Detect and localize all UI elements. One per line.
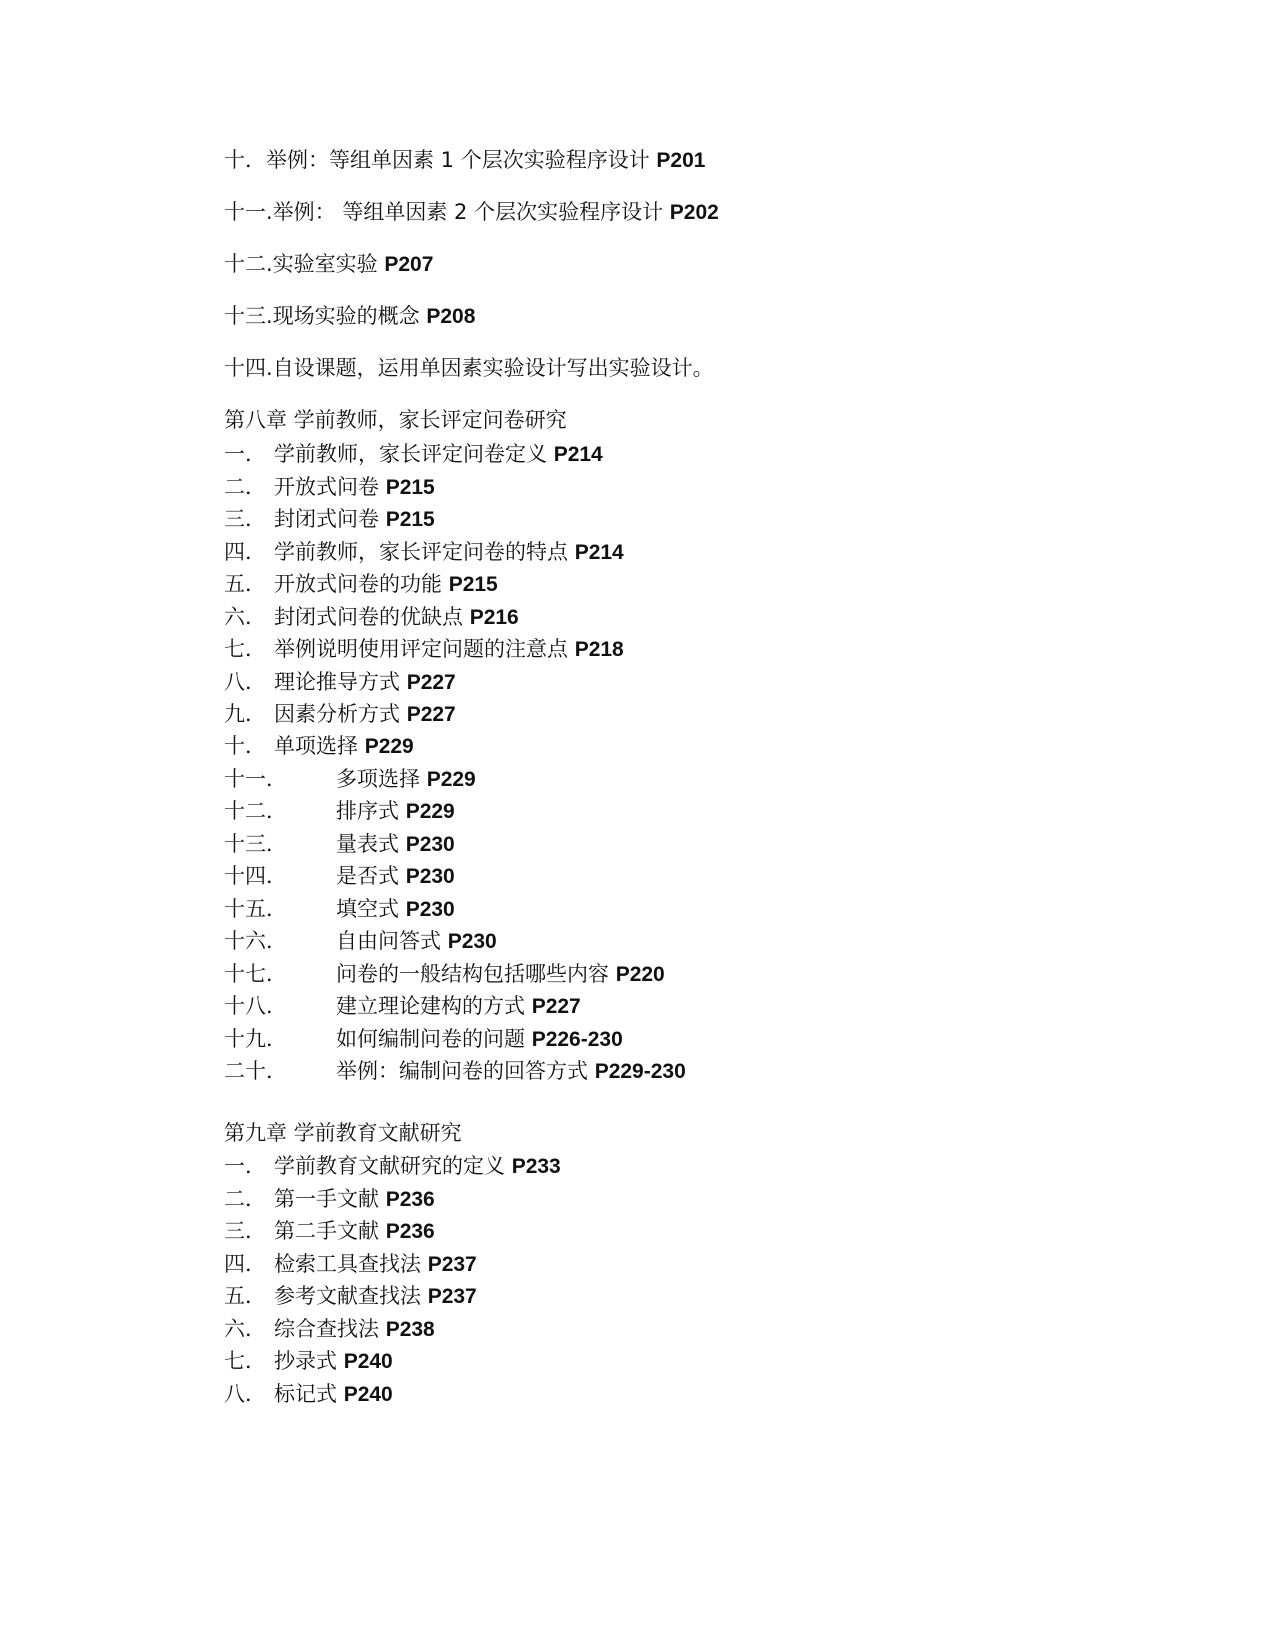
item-page: P238 — [385, 1318, 435, 1341]
item-number: 八． — [224, 1382, 266, 1406]
list-item — [224, 354, 714, 382]
item-text: 是否式 — [336, 864, 399, 888]
item-text: 抄录式 — [274, 1349, 337, 1373]
item-page: P240 — [343, 1350, 393, 1373]
item-number: 二． — [224, 1187, 266, 1211]
item-number: 十五． — [224, 897, 287, 921]
item-text: 量表式 — [336, 832, 399, 856]
item-number: 十． — [224, 734, 266, 758]
item-number: 二十． — [224, 1059, 287, 1083]
item-page: P215 — [385, 508, 435, 531]
item-number: 三． — [224, 1219, 266, 1243]
item-page: P218 — [574, 638, 624, 661]
list-item — [224, 302, 475, 331]
item-number: 七． — [224, 637, 266, 661]
list-item — [224, 1315, 435, 1344]
item-page: P220 — [615, 963, 665, 986]
item-page: P229 — [364, 735, 414, 758]
item-text: 学前教育文献研究的定义 — [274, 1154, 505, 1178]
item-text: 举例： 等组单因素 2 个层次实验程序设计 — [272, 200, 664, 224]
item-page: P229 — [426, 768, 476, 791]
list-item — [224, 198, 719, 227]
item-number: 十八． — [224, 994, 287, 1018]
list-item — [224, 992, 581, 1021]
item-page: P227 — [531, 995, 581, 1018]
list-item — [224, 1025, 623, 1054]
item-page: P214 — [574, 541, 624, 564]
item-page: P208 — [426, 305, 476, 328]
item-page: P202 — [669, 201, 719, 224]
item-number: 十四. — [224, 356, 273, 380]
list-item — [224, 1152, 561, 1181]
item-text: 封闭式问卷 — [274, 507, 379, 531]
item-text: 第一手文献 — [274, 1187, 379, 1211]
item-text: 检索工具查找法 — [274, 1252, 421, 1276]
item-number: 十二. — [224, 252, 273, 276]
item-text: 填空式 — [336, 897, 399, 921]
list-item — [224, 1185, 435, 1214]
item-text: 参考文献查找法 — [274, 1284, 421, 1308]
list-item — [224, 668, 456, 697]
item-number: 四． — [224, 1252, 266, 1276]
item-text: 建立理论建构的方式 — [336, 994, 525, 1018]
list-item — [224, 1057, 686, 1086]
item-text: 自设课题，运用单因素实验设计写出实验设计。 — [272, 356, 714, 380]
item-number: 十三. — [224, 304, 273, 328]
item-text: 实验室实验 — [272, 252, 378, 276]
list-item — [224, 538, 624, 567]
list-item — [224, 765, 476, 794]
item-page: P207 — [384, 253, 434, 276]
list-item — [224, 960, 665, 989]
item-page: P229 — [405, 800, 455, 823]
item-text: 举例：等组单因素 1 个层次实验程序设计 — [266, 148, 650, 172]
item-number: 十一. — [224, 200, 273, 224]
list-item — [224, 570, 498, 599]
item-text: 封闭式问卷的优缺点 — [274, 605, 463, 629]
item-text: 举例：编制问卷的回答方式 — [336, 1059, 588, 1083]
item-page: P237 — [427, 1285, 477, 1308]
list-item — [224, 830, 455, 859]
item-page: P229-230 — [594, 1060, 686, 1083]
chapter-heading: 第九章 学前教育文献研究 — [224, 1121, 462, 1145]
item-number: 六． — [224, 605, 266, 629]
item-text: 学前教师，家长评定问卷定义 — [274, 442, 547, 466]
item-number: 四． — [224, 540, 266, 564]
list-item — [224, 797, 455, 826]
item-number: 一． — [224, 1154, 266, 1178]
item-page: P230 — [405, 865, 455, 888]
item-number: 七． — [224, 1349, 266, 1373]
list-item — [224, 927, 497, 956]
item-text: 单项选择 — [274, 734, 358, 758]
list-item — [224, 603, 519, 632]
list-item — [224, 250, 433, 279]
item-text: 现场实验的概念 — [272, 304, 420, 328]
item-page: P226-230 — [531, 1028, 623, 1051]
item-page: P230 — [405, 898, 455, 921]
list-item — [224, 862, 455, 891]
item-number: 十六． — [224, 929, 287, 953]
item-text: 因素分析方式 — [274, 702, 400, 726]
item-page: P230 — [405, 833, 455, 856]
item-page: P214 — [553, 443, 603, 466]
list-item — [224, 1282, 477, 1311]
item-page: P236 — [385, 1188, 435, 1211]
list-item — [224, 1347, 393, 1376]
list-item — [224, 505, 435, 534]
list-item — [224, 473, 435, 502]
item-number: 五． — [224, 1284, 266, 1308]
item-number: 十三． — [224, 832, 287, 856]
item-page: P230 — [447, 930, 497, 953]
item-text: 如何编制问卷的问题 — [336, 1027, 525, 1051]
item-page: P201 — [656, 149, 706, 172]
chapter-heading: 第八章 学前教师，家长评定问卷研究 — [224, 408, 567, 432]
item-page: P233 — [511, 1155, 561, 1178]
list-item — [224, 440, 603, 469]
list-item — [224, 732, 414, 761]
item-text: 综合查找法 — [274, 1317, 379, 1341]
list-item — [224, 146, 705, 175]
item-page: P236 — [385, 1220, 435, 1243]
item-number: 十九． — [224, 1027, 287, 1051]
item-number: 一． — [224, 442, 266, 466]
item-text: 排序式 — [336, 799, 399, 823]
item-text: 举例说明使用评定问题的注意点 — [274, 637, 568, 661]
item-number: 十七． — [224, 962, 287, 986]
item-number: 五． — [224, 572, 266, 596]
item-text: 开放式问卷 — [274, 475, 379, 499]
item-text: 多项选择 — [336, 767, 420, 791]
item-page: P240 — [343, 1383, 393, 1406]
item-text: 问卷的一般结构包括哪些内容 — [336, 962, 609, 986]
item-text: 开放式问卷的功能 — [274, 572, 442, 596]
item-page: P215 — [385, 476, 435, 499]
item-number: 九． — [224, 702, 266, 726]
item-page: P215 — [448, 573, 498, 596]
item-page: P227 — [406, 671, 456, 694]
item-number: 二． — [224, 475, 266, 499]
item-number: 十． — [224, 148, 266, 172]
item-text: 标记式 — [274, 1382, 337, 1406]
item-number: 十二． — [224, 799, 287, 823]
item-text: 自由问答式 — [336, 929, 441, 953]
item-text: 理论推导方式 — [274, 670, 400, 694]
item-number: 六． — [224, 1317, 266, 1341]
list-item — [224, 635, 624, 664]
list-item — [224, 1380, 393, 1409]
item-number: 十一． — [224, 767, 287, 791]
item-number: 三． — [224, 507, 266, 531]
item-page: P216 — [469, 606, 519, 629]
list-item — [224, 895, 455, 924]
list-item — [224, 1217, 435, 1246]
list-item — [224, 700, 456, 729]
item-text: 第二手文献 — [274, 1219, 379, 1243]
list-item — [224, 1250, 477, 1279]
item-number: 八． — [224, 670, 266, 694]
item-page: P237 — [427, 1253, 477, 1276]
item-text: 学前教师，家长评定问卷的特点 — [274, 540, 568, 564]
item-page: P227 — [406, 703, 456, 726]
item-number: 十四． — [224, 864, 287, 888]
